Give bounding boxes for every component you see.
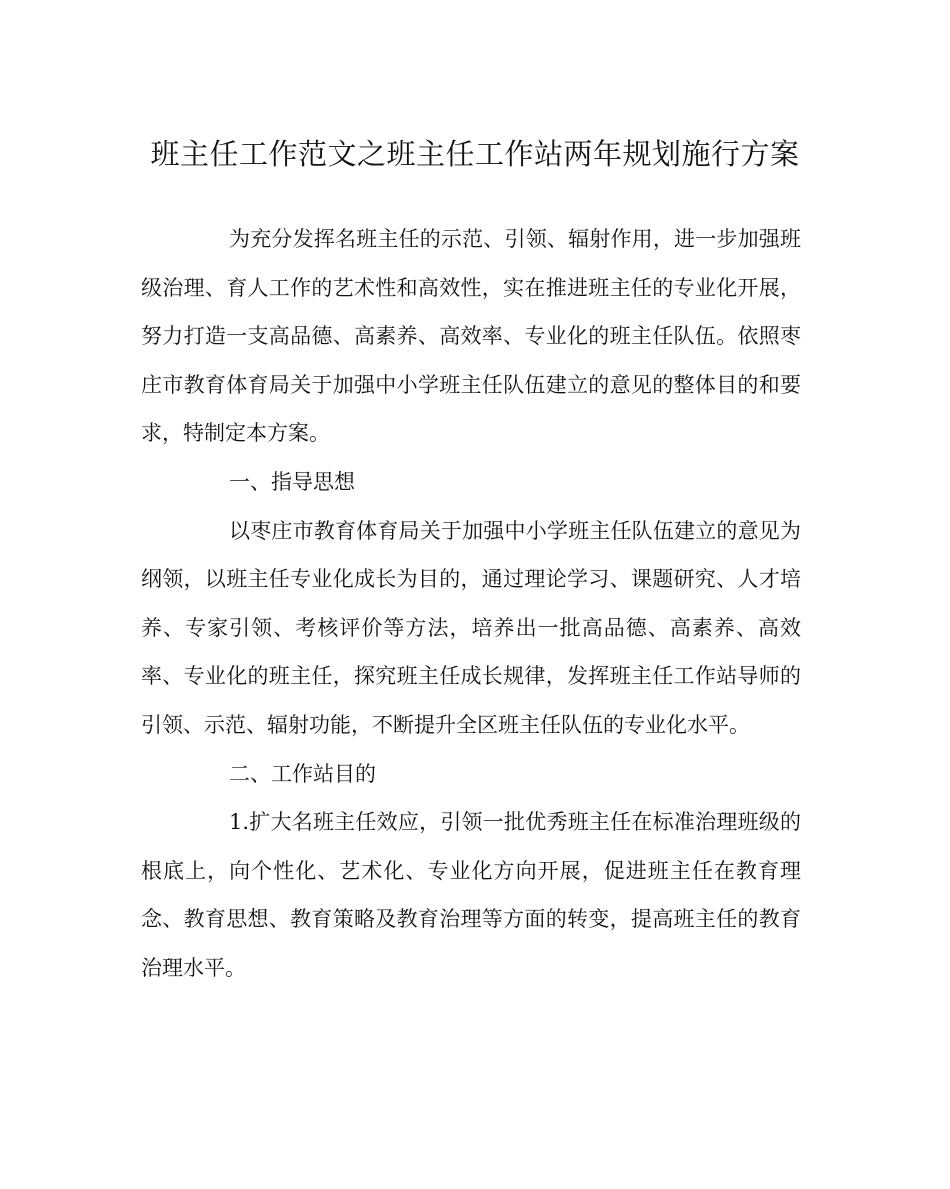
guiding-thought-paragraph: 以枣庄市教育体育局关于加强中小学班主任队伍建立的意见为纲领，以班主任专业化成长为目的，通过理论学习、课题研究、人才培养、专家引领、考核评价等方法，培养出一批高品德、高素养、高效率、专业化的班主任，探究班主任成长规律，发挥班主任工作站导师的引领、示范、辐射功能，不断提升全区班主任队伍的专业化水平。 <box>141 518 801 737</box>
document-title: 班主任工作范文之班主任工作站两年规划施行方案 <box>150 137 800 171</box>
intro-paragraph: 为充分发挥名班主任的示范、引领、辐射作用，进一步加强班级治理、育人工作的艺术性和高效性，实在推进班主任的专业化开展，努力打造一支高品德、高素养、高效率、专业化的班主任队伍。依照枣庄市教育体育局关于加强中小学班主任队伍建立的意见的整体目的和要求，特制定本方案。 <box>141 227 801 446</box>
document-body <box>141 215 801 993</box>
station-goal-item-1: 1.扩大名班主任效应，引领一批优秀班主任在标准治理班级的根底上，向个性化、艺术化、专业化方向开展，促进班主任在教育理念、教育思想、教育策略及教育治理等方面的转变，提高班主任的教育治理水平。 <box>141 810 801 980</box>
section-heading-station-goals: 二、工作站目的 <box>229 761 376 786</box>
section-heading-guiding-thought: 一、指导思想 <box>229 469 355 494</box>
